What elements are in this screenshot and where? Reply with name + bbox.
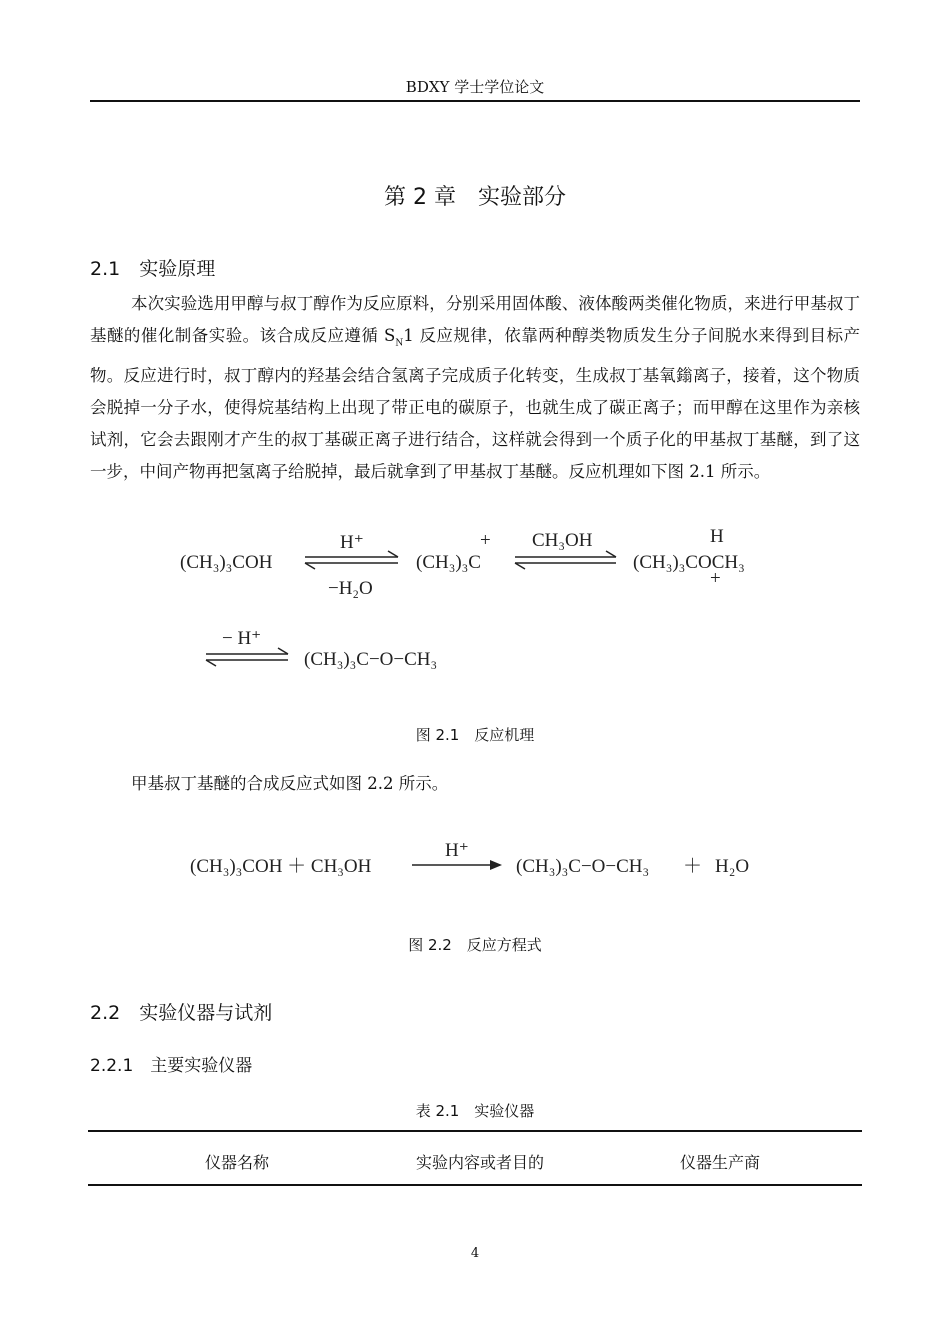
paragraph-text-part2: 1 反应规律，依靠两种醇类物质发生分子间脱水来得到目标产物。反应进行时，叔丁醇内的羟基会结合氢离子完成质子化转变，生成叔丁基氧鎓离子，接着，这个物质会脱掉一分子水，使得烷基结构上出现了带正电的碳原子，也就生成了碳正离子；而甲醇在这里作为亲核试剂，它会去跟刚才产生的叔丁基碳正离子进行结合，这样就会得到一个质子化的甲基叔丁基醚，到了这一步，中间产物再把氢离子给脱掉，最后就拿到了甲基叔丁基醚。反应机理如下图 2.1 所示。 [90, 326, 860, 482]
equilibrium-arrow-2 [515, 551, 616, 569]
equation-catalyst: H⁺ [445, 840, 469, 861]
reaction-mechanism-figure [170, 522, 790, 692]
section-heading-2-2-1: 2.2.1 主要实验仪器 [90, 1056, 253, 1076]
table-top-rule [88, 1130, 862, 1132]
equation-reactants: (CH₃)₃COH ＋ CH₃OH [190, 856, 372, 877]
header-rule [90, 100, 860, 102]
table-header-rule [88, 1184, 862, 1186]
body-paragraph [90, 288, 860, 489]
mechanism-reactant: (CH₃)₃COH [180, 552, 273, 573]
mechanism-arrow1-bottom: −H₂O [328, 578, 373, 599]
table-2-1-caption: 表 2.1 实验仪器 [415, 1102, 535, 1120]
mechanism-oxonium: (CH₃)₃COCH₃ [633, 552, 745, 573]
equilibrium-arrow-1 [305, 551, 398, 569]
mechanism-oxonium-charge: + [710, 568, 721, 589]
mechanism-arrow2-top: CH₃OH [532, 530, 593, 551]
page-number: 4 [470, 1246, 480, 1261]
mechanism-carbocation: (CH₃)₃C [416, 552, 481, 573]
figure-2-2-caption: 图 2.2 反应方程式 [408, 936, 542, 954]
mechanism-product: (CH₃)₃C−O−CH₃ [304, 649, 438, 670]
reaction-arrow [412, 860, 502, 870]
paragraph-text-part1: 本次实验选用甲醇与叔丁醇作为反应原料，分别采用固体酸、液体酸两类催化物质，来进行甲基叔丁基醚的催化制备实验。该合成反应遵循 S [90, 294, 860, 346]
section-heading-2-1: 2.1 实验原理 [90, 258, 216, 280]
mechanism-oxonium-h: H [710, 526, 724, 547]
figure-2-1-caption: 图 2.1 反应机理 [415, 726, 535, 744]
page-header: BDXY 学士学位论文 [405, 78, 545, 96]
reaction-equation-figure [180, 830, 780, 890]
mechanism-carbocation-charge: + [480, 530, 491, 551]
section-heading-2-2: 2.2 实验仪器与试剂 [90, 1002, 273, 1024]
equation-product: (CH₃)₃C−O−CH₃ [516, 856, 650, 877]
table-header-manufacturer: 仪器生产商 [679, 1153, 760, 1172]
equilibrium-arrow-3 [206, 648, 288, 666]
chapter-title: 第 2 章 实验部分 [384, 185, 566, 210]
equation-plus: ＋ [683, 856, 703, 877]
mechanism-arrow1-top: H⁺ [340, 532, 364, 553]
equation-water: H₂O [715, 856, 750, 877]
table-header-instrument-name: 仪器名称 [204, 1153, 269, 1172]
mechanism-arrow3-top: − H⁺ [222, 628, 262, 649]
paragraph-subscript: N [395, 338, 404, 349]
table-header-purpose: 实验内容或者目的 [415, 1153, 544, 1172]
body-paragraph-2: 甲基叔丁基醚的合成反应式如图 2.2 所示。 [131, 774, 449, 793]
